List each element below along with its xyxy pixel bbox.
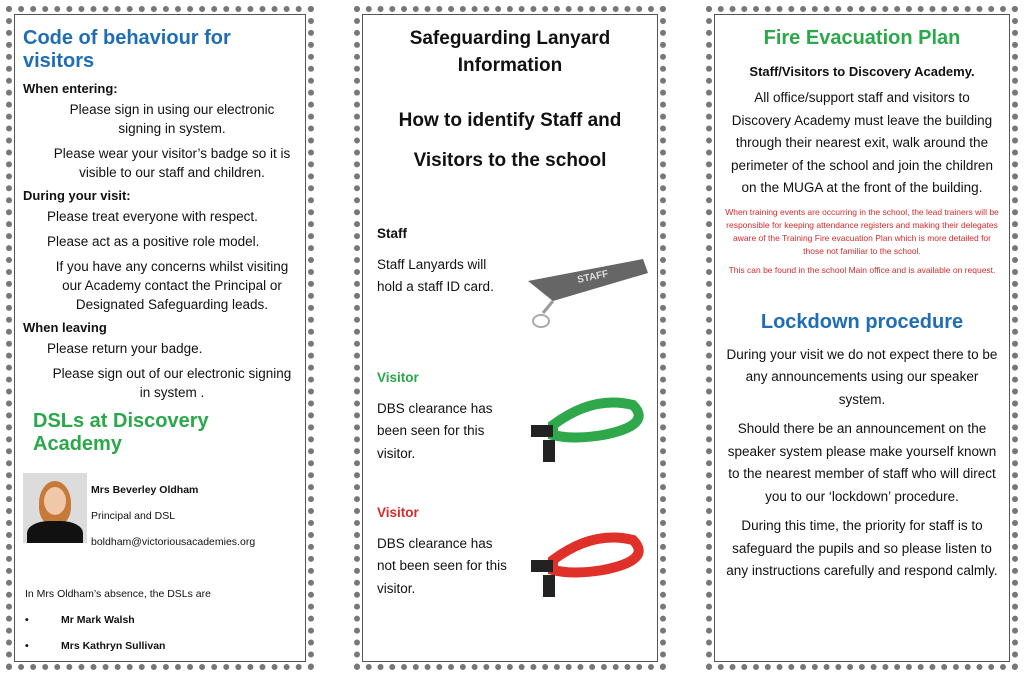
rule: Please wear your visitor’s badge so it is visible to our staff and children.	[53, 146, 291, 180]
principal-photo	[23, 473, 87, 543]
rule: Please sign out of our electronic signing in system .	[52, 366, 292, 400]
lockdown-para: During your visit we do not expect there to be any announcements using our speaker system.	[726, 346, 998, 407]
fire-title: Fire Evacuation Plan	[763, 27, 961, 49]
staff-text: Staff Lanyards will hold a staff ID card.	[377, 256, 494, 294]
panel-title: Code of behaviour for visitors	[23, 27, 231, 72]
panel-title: Safeguarding Lanyard Information	[409, 28, 611, 76]
lockdown-para: During this time, the priority for staff is to safeguard the pupils and so please listen to any instructions carefully and respond calmly.	[726, 518, 998, 578]
dsl-item: • Mrs Kathryn Sullivan	[25, 640, 166, 652]
visitor-not-cleared-heading: Visitor	[377, 505, 419, 520]
svg-text:STAFF: STAFF	[576, 268, 610, 286]
lockdown-title: Lockdown procedure	[760, 310, 964, 333]
rule: Please act as a positive role model.	[47, 234, 260, 249]
visitor-cleared-heading: Visitor	[377, 370, 419, 385]
principal-role: Principal and DSL	[91, 510, 176, 522]
red-lanyard-image	[523, 530, 653, 610]
entering-heading: When entering:	[23, 81, 118, 96]
fire-subheading: Staff/Visitors to Discovery Academy.	[749, 64, 975, 79]
panel-subtitle: How to identify Staff and Visitors to the school	[398, 110, 622, 171]
rule: Please treat everyone with respect.	[47, 209, 258, 224]
lockdown-para: Should there be an announcement on the speaker system please make yourself known to the nearest member of staff who will direct you to our ‘lockdown’ procedure.	[727, 421, 997, 504]
dsl-title: DSLs at Discovery Academy	[33, 410, 209, 455]
lanyard-panel	[354, 6, 666, 670]
office-note: This can be found in the school Main office and is available on request.	[728, 264, 996, 275]
rule: Please sign in using our electronic signing in system.	[69, 102, 275, 136]
visitor-not-cleared-text: DBS clearance has not been seen for this visitor.	[377, 535, 507, 596]
leaving-heading: When leaving	[23, 320, 107, 335]
training-note: When training events are occurring in the school, the lead trainers will be responsible for keeping attendance registers and making their delegates aware of the Training Fire evacuation Plan which is more detailed for those not familiar to the school.	[725, 206, 999, 256]
rule: If you have any concerns whilst visiting our Academy contact the Principal or Designated Safeguarding leads.	[55, 259, 289, 312]
rule: Please return your badge.	[47, 341, 203, 356]
principal-name: Mrs Beverley Oldham	[91, 484, 199, 496]
principal-email[interactable]: boldham@victoriousacademies.org	[91, 536, 256, 548]
green-lanyard-image	[523, 395, 653, 475]
dsl-item: • Mr Mark Walsh	[25, 614, 135, 626]
absence-text: In Mrs Oldham’s absence, the DSLs are	[25, 588, 211, 600]
staff-lanyard-image	[523, 251, 653, 331]
visitor-cleared-text: DBS clearance has been seen for this visitor.	[377, 400, 493, 461]
visit-heading: During your visit:	[23, 188, 131, 203]
staff-heading: Staff	[377, 226, 407, 241]
code-of-behaviour-panel	[6, 6, 314, 670]
fire-body: All office/support staff and visitors to Discovery Academy must leave the building through their nearest exit, walk around the perimeter of the school and join the children on the MUGA at the front of the building.	[731, 90, 993, 195]
fire-lockdown-panel	[706, 6, 1018, 670]
